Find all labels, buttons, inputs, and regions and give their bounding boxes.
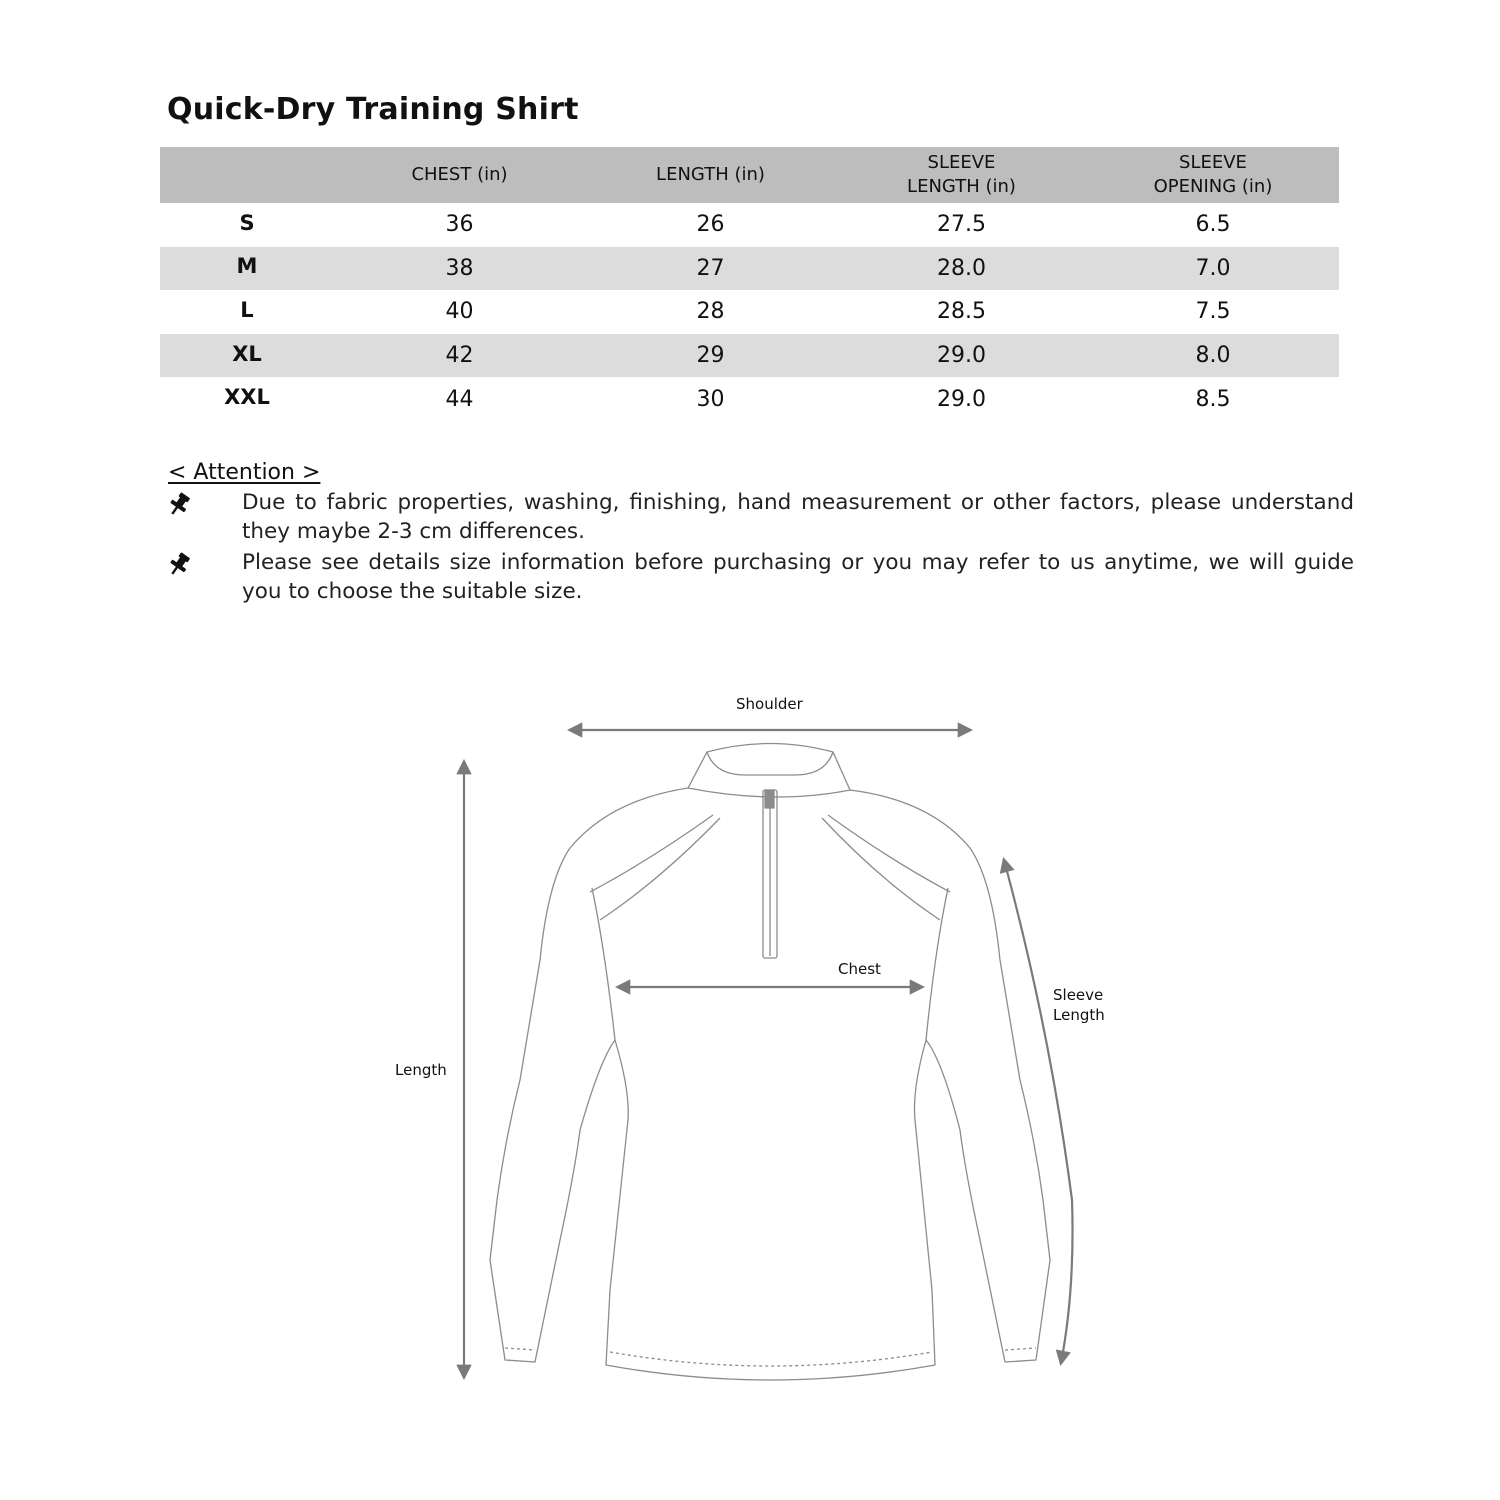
header-sleeve-opening: SLEEVE OPENING (in) xyxy=(1153,152,1273,197)
chest-cell: 38 xyxy=(445,255,474,281)
side-panel-left xyxy=(592,888,615,1040)
length-cell: 29 xyxy=(696,343,725,369)
raglan-seam-left xyxy=(590,815,713,892)
sleeve-length-cell: 29.0 xyxy=(937,343,986,369)
chest-cell: 36 xyxy=(445,212,474,238)
size-cell: L xyxy=(240,297,254,322)
page-title: Quick-Dry Training Shirt xyxy=(167,92,579,127)
header-chest: CHEST (in) xyxy=(411,164,508,185)
hem-stitch xyxy=(610,1352,932,1366)
attention-note-text: Due to fabric properties, washing, finishing, hand measurement or other factors, please understand they maybe 2-3 cm differences. xyxy=(242,490,1354,544)
length-cell: 30 xyxy=(696,386,725,412)
sleeve-length-cell: 27.5 xyxy=(937,212,986,238)
length-cell: 28 xyxy=(696,299,725,325)
size-cell: XL xyxy=(232,341,262,366)
raglan-seam-right-2 xyxy=(822,818,940,920)
raglan-seam-right xyxy=(828,815,950,892)
length-cell: 27 xyxy=(696,255,725,281)
zipper-pull xyxy=(765,790,774,808)
shoulder-label: Shoulder xyxy=(736,695,803,713)
size-cell: M xyxy=(236,254,258,279)
header-length: LENGTH (in) xyxy=(656,164,765,185)
length-cell: 26 xyxy=(696,212,725,238)
sleeve-length-arrow xyxy=(1004,860,1073,1363)
sleeve-length-cell: 28.0 xyxy=(937,255,986,281)
length-label: Length xyxy=(395,1061,447,1079)
chest-cell: 42 xyxy=(445,343,474,369)
sleeve-length-cell: 28.5 xyxy=(937,299,986,325)
sleeve-opening-cell: 8.5 xyxy=(1195,386,1231,412)
shirt-outline xyxy=(490,744,1050,1381)
collar-inner xyxy=(707,752,833,775)
chest-cell: 40 xyxy=(445,299,474,325)
size-cell: XXL xyxy=(224,385,270,410)
side-panel-right xyxy=(926,888,948,1040)
attention-note-text: Please see details size information before purchasing or you may refer to us anytime, we will guide you to choose the suitable size. xyxy=(242,550,1354,604)
chest-cell: 44 xyxy=(445,386,474,412)
chest-label: Chest xyxy=(838,960,881,978)
sleeve-opening-cell: 8.0 xyxy=(1195,343,1231,369)
sleeve-opening-cell: 6.5 xyxy=(1195,212,1231,238)
cuff-stitch-right xyxy=(1005,1348,1036,1350)
raglan-seam-left-2 xyxy=(600,818,720,920)
size-cell: S xyxy=(239,210,255,235)
collar xyxy=(688,744,850,798)
sleeve-length-cell: 29.0 xyxy=(937,386,986,412)
attention-heading: < Attention > xyxy=(168,460,321,485)
sleeve-length-label: Sleeve Length xyxy=(1053,986,1105,1024)
header-sleeve-length: SLEEVE LENGTH (in) xyxy=(907,152,1016,197)
sleeve-opening-cell: 7.5 xyxy=(1195,299,1231,325)
sleeve-opening-cell: 7.0 xyxy=(1195,255,1231,281)
cuff-stitch-left xyxy=(505,1348,535,1350)
